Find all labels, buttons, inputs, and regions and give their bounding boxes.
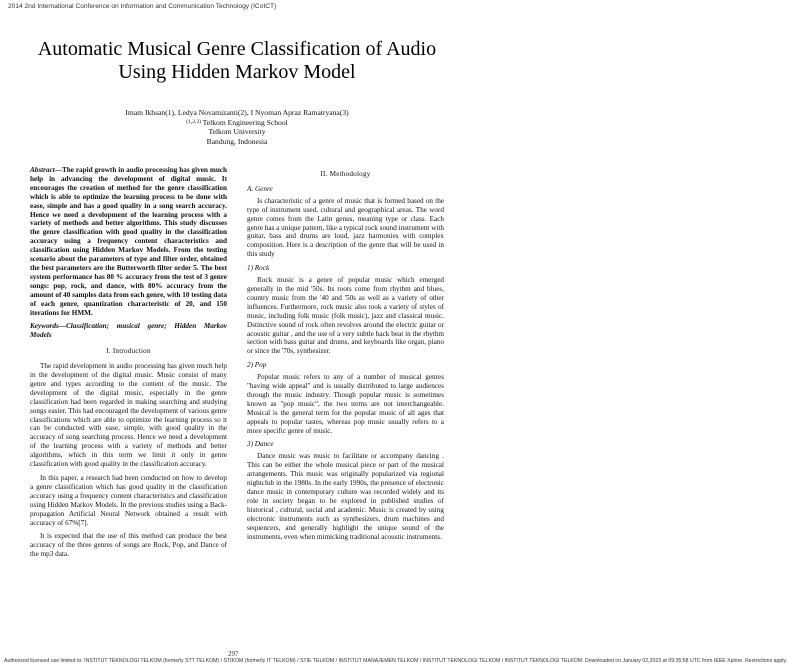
rock-heading: 1) Rock — [247, 264, 270, 273]
pop-paragraph: Popular music refers to any of a number of musical genres "having wide appeal" and is usually distributed to large audiences through the music industry. Though popular music is sometimes known as "pop music", the two terms are not interchangeable. Musical is the general term for the popular music of all ages that appeals to popular tastes, whereas pop music usually refers to a more specific genre of music. — [247, 373, 444, 435]
school-name: Telkom Engineering School — [202, 117, 288, 127]
author-block — [60, 108, 414, 146]
title-line-2: Using Hidden Markov Model — [118, 61, 356, 83]
title-line-1: Automatic Musical Genre Classification of Audio — [37, 38, 437, 60]
affiliation-marks: (1,2,3) — [186, 118, 201, 125]
pop-heading: 2) Pop — [247, 361, 267, 370]
keywords — [30, 322, 227, 340]
intro-heading: I. Introduction — [106, 347, 151, 356]
abstract-text: —The rapid growth in audio processing has given much help in advancing the development of digital music. It encourages the creation of method for the genre classification which is able to optimize the learning process to be done with ease, simple and has a good quality in a song search accuracy. Hence we need a development of the learning process with a variety of methods and better algorithms. This study discusses the genre classification with good quality in the classification accuracy using a frequency content characteristics and classification using Hidden Markov Models. From the testing scenario about the parameters of type and filter order, obtained the best parameters are the Butterworth filter order 5. The best system performance has 80 % accuracy from the test of 3 genre songs: pop, rock, and dance, with 80% accuracy from the amount of 40 samples data from each genre, with 10 testing data of each genre, quantization characteristic of 20, and 150 iterations for HMM. — [30, 166, 227, 317]
intro-paragraph-3: It is expected that the use of this method can produce the best accuracy of the three genres of songs are Rock, Pop, and Dance of the mp3 data. — [30, 532, 227, 559]
methodology-heading: II. Methodology — [320, 170, 371, 178]
paper-title — [20, 38, 454, 84]
intro-paragraph-2: In this paper, a research had been conducted on how to develop a genre classification which has good quality in the classification accuracy using a frequency content characteristics and classification using Hidden Markov Models. In the previous studies using a Back-propagation Artificial Neural Network obtained a result with accuracy of 67%[7]. — [30, 474, 227, 527]
license-footer: Authorized licensed use limited to: INSTITUT TEKNOLOGI TELKOM (formerly STT TELKOM) / STIKOM (formerly IT TELKOM) / STIE TELKOM / INSTITUT MANAJEMEN TELKOM / INSTITUT TEKNOLOGI TELKOM / INSTITUT TEKNOLOGI TELKOM. Downloaded on January 02,2023 at 09:35:58 UTC from IEEE Xplore. Restrictions apply. — [4, 658, 787, 664]
abstract — [30, 166, 227, 317]
left-column — [30, 166, 227, 559]
city-name: Bandung, Indonesia — [206, 136, 268, 146]
dance-heading: 3) Dance — [247, 440, 274, 449]
genre-heading: A. Genre — [247, 184, 273, 193]
keywords-label: Keywords — [30, 322, 59, 331]
dance-paragraph: Dance music was music to facilitate or accompany dancing . This can be either the whole musical piece or part of the musical arrangements. This music was originally popularized via regional nightclub in the 1980s. In the early 1990s, the presence of electronic dance music in contemporary culture was recorded widely and its role in society began to be explored in published studies of historical , cultural, social and academic. Music is created by using electronic instruments such as synthesizers, drum machines and sequencers, and generally highlight the unique sound of the instruments, even when mimicking traditional acoustic instruments. — [247, 452, 444, 541]
genre-paragraph: Is characteristic of a genre of music that is formed based on the type of instrument used, cultural and geographical areas. The word genre comes from the Latin genus, meaning type or class. Each genre has a unique pattern, like a typical rock sound instrument with guitar, bass and drums are loud, jazz harmonies with complex composition. Here is a description of the genre that will be used in this study — [247, 196, 444, 259]
university-name: Telkom University — [208, 127, 266, 137]
author-school — [60, 118, 414, 128]
right-column — [247, 166, 444, 541]
keywords-text: —Classification; musical genre; Hidden Markov Models — [30, 322, 227, 340]
page-number: 297 — [228, 650, 239, 658]
intro-paragraph-1: The rapid development in audio processing has given much help in the development of the digital music. Music consist of many genre and types according to the content of the music. The development of the digital music, especially in the genre classification had been regarded in making searching and studying songs easier. This had encouraged the development of various genre classifications which are able to optimize the learning process so it can be conducted with ease, simple, with good quality in the accuracy of song searching process. Hence we need a development of the learning process with a variety of methods and better algorithms, which in this term we limit it only in genre classification with good quality in the classification accuracy. — [30, 362, 227, 469]
conference-header: 2014 2nd International Conference on Information and Communication Technology (ICoICT) — [8, 3, 277, 10]
author-names: Imam Ikhsan(1), Ledya Novamizanti(2), I Nyoman Apraz Ramatryana(3) — [125, 108, 349, 117]
rock-paragraph: Rock music is a genre of popular music which emerged generally in the mid '50s. Its roots come from rhythm and blues, country music from the '40 and '50s as well as a variety of other influences. Furthermore, rock music also took a variety of styles of music, including folk music (folk music), jazz and classical music. Dstinctive sound of rock often revolves around the electric guitar or acoustic guitar , and the use of a very subtle back beat in the rhythm section with bass guitar and drums, and keyboards like organ, piano or since the '70s, synthesizer. — [247, 276, 444, 356]
abstract-label: Abstract — [30, 166, 55, 174]
